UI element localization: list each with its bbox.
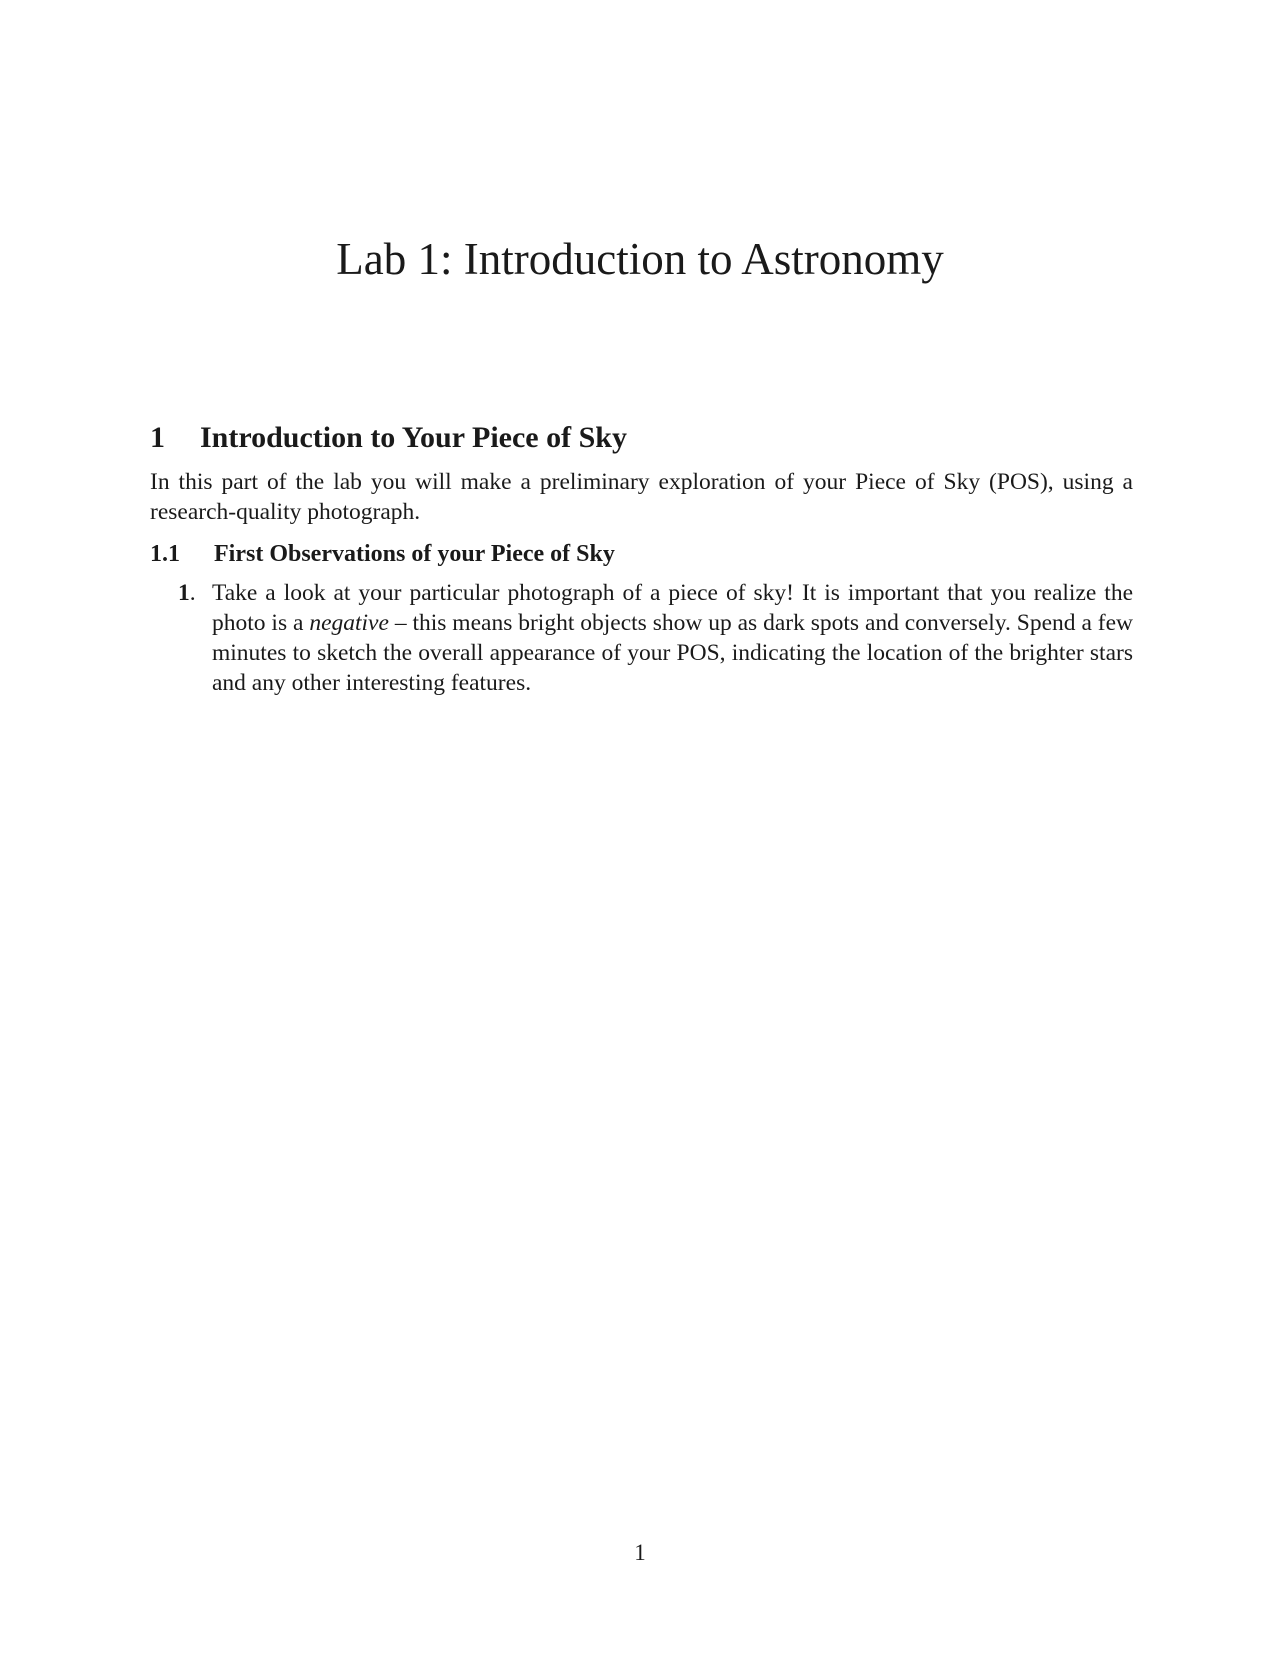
list-item-number: 1. bbox=[178, 580, 196, 606]
subsection-title: First Observations of your Piece of Sky bbox=[214, 541, 615, 567]
question-list bbox=[150, 578, 1133, 698]
document-title: Lab 1: Introduction to Astronomy bbox=[336, 234, 944, 284]
section-intro-paragraph: In this part of the lab you will make a preliminary exploration of your Piece of Sky (POS), using a research-quality photograph. bbox=[150, 469, 1133, 525]
section-number: 1 bbox=[150, 421, 165, 454]
subsection-number: 1.1 bbox=[150, 541, 180, 567]
list-item-text-before: Take a look at your particular photograph of a piece of sky! It is important that you realize the photo is a bbox=[212, 580, 1133, 636]
list-item-emphasis: negative bbox=[309, 610, 389, 636]
list-item bbox=[150, 578, 1133, 698]
list-item-text-after: – this means bright objects show up as dark spots and conversely. Spend a few minutes to sketch the overall appearance of your POS, indicating the location of the brighter stars and any other interesting features. bbox=[212, 610, 1133, 696]
section-heading bbox=[150, 420, 627, 456]
subsection-heading bbox=[150, 540, 615, 569]
page-number: 1 bbox=[634, 1540, 646, 1565]
section-title: Introduction to Your Piece of Sky bbox=[200, 421, 627, 454]
